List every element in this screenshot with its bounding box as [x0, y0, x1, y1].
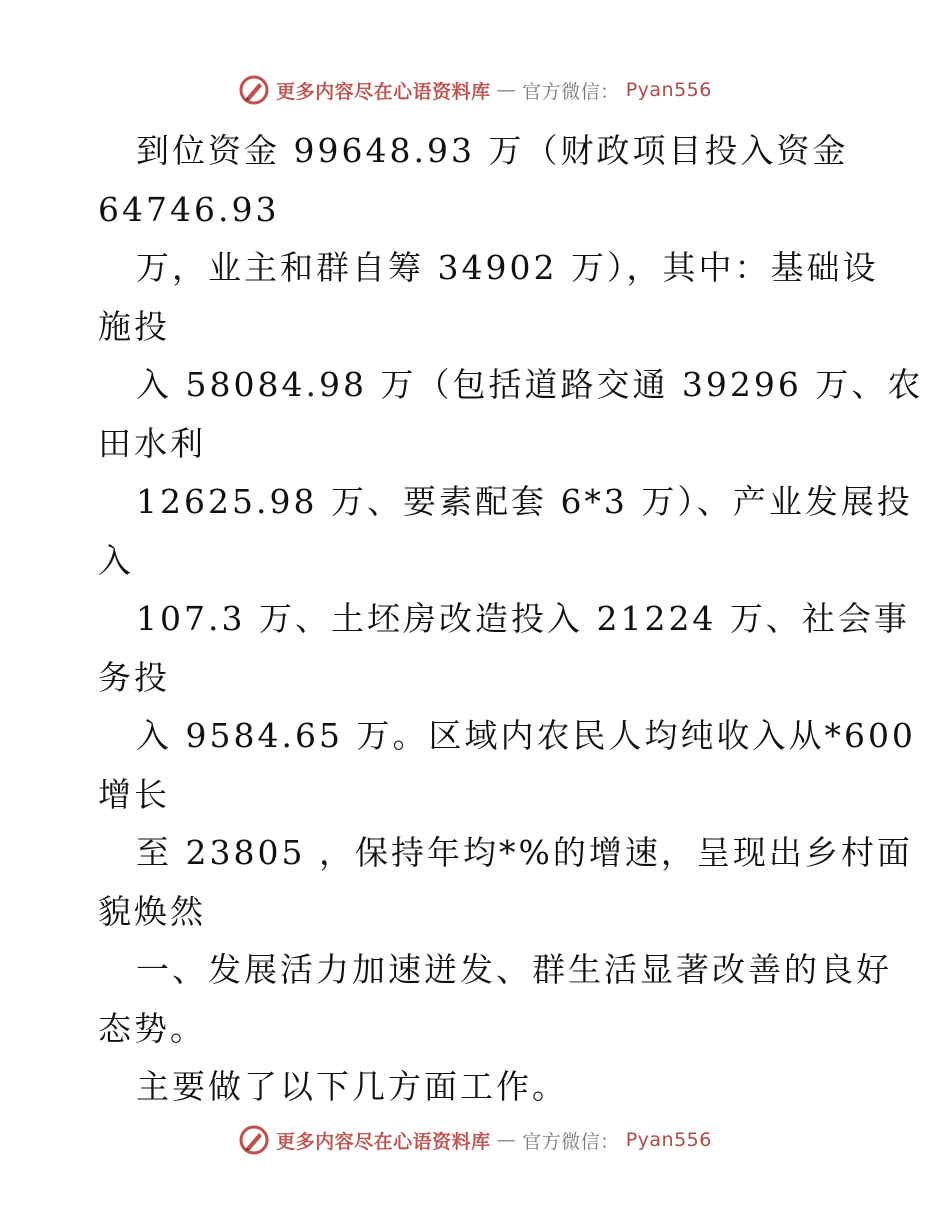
body-line: 107.3 万、土坯房改造投入 21224 万、社会事	[136, 599, 910, 638]
watermark-wechat-id: Pyan556	[625, 1129, 712, 1151]
watermark-main-text: 更多内容尽在心语资料库	[276, 1130, 491, 1153]
document-body	[98, 122, 924, 1117]
pen-logo-icon	[238, 74, 270, 106]
body-line: 12625.98 万、要素配套 6*3 万）、产业发展投	[136, 482, 913, 521]
body-line: 施投	[98, 306, 170, 346]
body-line: 入 9584.65 万。区域内农民人均纯收入从*600	[136, 716, 916, 755]
footer-watermark	[0, 1120, 950, 1160]
body-line: 增长	[98, 774, 170, 814]
body-line: 貌焕然	[98, 891, 206, 931]
body-line: 至 23805 ，保持年均*%的增速，呈现出乡村面	[136, 833, 913, 872]
watermark-sub-text: 官方微信：	[522, 1130, 620, 1153]
body-line: 64746.93	[98, 189, 280, 229]
watermark-main-text: 更多内容尽在心语资料库	[276, 80, 491, 103]
watermark-dash: —	[496, 1129, 517, 1151]
watermark-wechat-id: Pyan556	[625, 79, 712, 101]
body-line: 一、发展活力加速迸发、群生活显著改善的良好	[136, 950, 892, 989]
body-line: 入	[98, 540, 134, 580]
body-line: 田水利	[98, 423, 206, 463]
watermark-dash: —	[496, 79, 517, 101]
body-line: 到位资金 99648.93 万（财政项目投入资金	[136, 131, 849, 170]
body-line: 入 58084.98 万（包括道路交通 39296 万、农	[136, 365, 924, 404]
watermark-sub-text: 官方微信：	[522, 80, 620, 103]
body-line: 态势。	[98, 1008, 206, 1048]
body-line: 务投	[98, 657, 170, 697]
header-watermark	[0, 70, 950, 110]
pen-logo-icon	[238, 1124, 270, 1156]
body-line: 主要做了以下几方面工作。	[136, 1067, 568, 1106]
body-line: 万，业主和群自筹 34902 万），其中：基础设	[136, 248, 879, 287]
